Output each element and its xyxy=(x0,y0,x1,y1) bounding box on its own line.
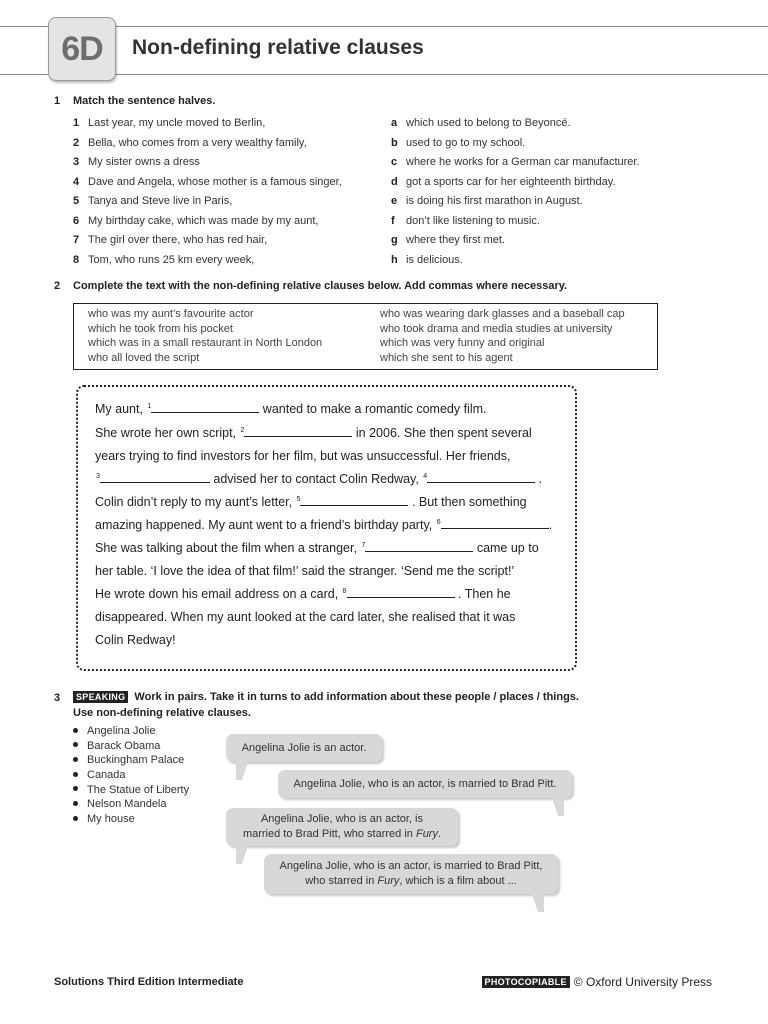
speech-bubble-1-tail xyxy=(236,762,248,780)
phrase-item: who was wearing dark glasses and a baseball cap xyxy=(380,308,625,320)
story-line: Colin Redway! xyxy=(95,633,176,647)
answer-blank-2[interactable] xyxy=(244,427,352,437)
match-right-item: b used to go to my school. xyxy=(391,136,526,149)
match-left-item: 5 Tanya and Steve live in Paris, xyxy=(73,195,233,207)
bullet-icon xyxy=(73,728,78,733)
match-right-item: a which used to belong to Beyoncé. xyxy=(391,117,571,129)
bullet-icon xyxy=(73,772,78,777)
exercise-3-instruction: SPEAKING Work in pairs. Take it in turns to add information about these people / places / things. xyxy=(73,691,579,703)
speech-bubble-3: Angelina Jolie, who is an actor, is married to Brad Pitt, who starred in Fury. xyxy=(226,808,458,846)
exercise-2-number: 2 xyxy=(54,280,61,292)
phrase-item: who took drama and media studies at university xyxy=(380,322,613,335)
story-line: her table. ‘I love the idea of that film!’ said the stranger. ‘Send me the script!’ xyxy=(95,564,515,578)
list-item: Angelina Jolie xyxy=(73,724,189,739)
match-right-item: d got a sports car for her eighteenth birthday. xyxy=(391,175,616,188)
story-line: $^3$ advised her to contact Colin Redway, $^4$ . xyxy=(96,472,543,486)
exercise-1-instruction: Match the sentence halves. xyxy=(73,95,216,107)
phrase-item: which was in a small restaurant in North London xyxy=(88,337,323,350)
bullet-icon xyxy=(73,786,78,791)
phrase-column-right xyxy=(380,307,625,365)
list-item: My house xyxy=(73,812,189,827)
match-right-item: f don’t like listening to music. xyxy=(391,214,540,227)
phrase-item: which she sent to his agent xyxy=(380,351,513,364)
speaking-badge: SPEAKING xyxy=(73,691,128,703)
list-item: Canada xyxy=(73,768,189,783)
match-left-item: 2 Bella, who comes from a very wealthy family, xyxy=(73,136,307,149)
exercise-3-instruction-line2: Use non-defining relative clauses. xyxy=(73,707,251,719)
bullet-icon xyxy=(73,757,78,762)
exercise-1-number: 1 xyxy=(54,95,61,107)
exercise-2-instruction: Complete the text with the non-defining relative clauses below. Add commas where necessary. xyxy=(73,280,568,292)
list-item: Barack Obama xyxy=(73,739,189,754)
phrase-item: which was very funny and original xyxy=(380,337,545,350)
phrase-item: who was my aunt’s favourite actor xyxy=(88,308,254,320)
bullet-icon xyxy=(73,742,78,747)
speech-bubble-3-tail xyxy=(236,846,248,864)
match-left-item: 1 Last year, my uncle moved to Berlin, xyxy=(73,117,266,129)
match-right-item: e is doing his first marathon in August. xyxy=(391,195,583,207)
match-right-item: g where they first met. xyxy=(391,234,506,246)
list-item: The Statue of Liberty xyxy=(73,783,189,798)
page-title: Non-defining relative clauses xyxy=(132,36,424,59)
topic-list xyxy=(73,724,189,827)
story-line: She wrote her own script, $^2$ in 2006. She then spent several xyxy=(95,426,532,440)
match-left-item: 7 The girl over there, who has red hair, xyxy=(73,234,268,246)
speech-bubble-4: Angelina Jolie, who is an actor, is married to Brad Pitt, who starred in Fury, which is a film about ... xyxy=(264,854,558,894)
phrase-item: which he took from his pocket xyxy=(88,322,233,335)
answer-blank-7[interactable] xyxy=(365,542,473,552)
answer-blank-8[interactable] xyxy=(347,588,455,598)
match-left-item: 3 My sister owns a dress xyxy=(73,156,200,168)
story-line: Colin didn’t reply to my aunt’s letter, $^5$ . But then something xyxy=(95,495,527,509)
answer-blank-1[interactable] xyxy=(151,403,259,413)
match-left-item: 8 Tom, who runs 25 km every week, xyxy=(73,253,255,266)
bullet-icon xyxy=(73,801,78,806)
story-line: She was talking about the film when a stranger, $^7$ came up to xyxy=(95,541,539,555)
answer-blank-5[interactable] xyxy=(300,496,408,506)
speech-bubble-2-tail xyxy=(552,798,564,816)
story-line: My aunt, $^1$ wanted to make a romantic comedy film. xyxy=(95,402,487,416)
photocopiable-badge: PHOTOCOPIABLE xyxy=(482,976,570,988)
speech-bubble-1: Angelina Jolie is an actor. xyxy=(226,734,382,762)
unit-code-badge: 6D xyxy=(48,17,116,81)
answer-blank-6[interactable] xyxy=(441,519,549,529)
story-line: He wrote down his email address on a card, $^8$ . Then he xyxy=(95,587,511,601)
match-left-item: 4 Dave and Angela, whose mother is a famous singer, xyxy=(73,175,342,188)
bullet-icon xyxy=(73,816,78,821)
match-right-item: h is delicious. xyxy=(391,253,463,266)
answer-blank-3[interactable] xyxy=(100,473,210,483)
phrase-box xyxy=(73,303,658,370)
story-line: years trying to find investors for her film, but was unsuccessful. Her friends, xyxy=(95,449,511,463)
speech-bubble-4-tail xyxy=(532,894,544,912)
answer-blank-4[interactable] xyxy=(427,473,535,483)
phrase-item: who all loved the script xyxy=(88,351,200,364)
story-line: disappeared. When my aunt looked at the card later, she realised that it was xyxy=(95,610,516,624)
story-line: amazing happened. My aunt went to a friend’s birthday party, $^6$ . xyxy=(95,518,553,532)
list-item: Buckingham Palace xyxy=(73,753,189,768)
footer-book-title: Solutions Third Edition Intermediate xyxy=(54,976,244,988)
phrase-column-left xyxy=(88,307,322,365)
match-right-item: c where he works for a German car manufacturer. xyxy=(391,156,640,168)
match-left-column xyxy=(73,114,342,270)
exercise-3-number: 3 xyxy=(54,692,61,704)
match-right-column xyxy=(391,114,640,270)
match-left-item: 6 My birthday cake, which was made by my aunt, xyxy=(73,214,319,227)
list-item: Nelson Mandela xyxy=(73,797,189,812)
speech-bubble-2: Angelina Jolie, who is an actor, is married to Brad Pitt. xyxy=(278,770,572,798)
footer-copyright: PHOTOCOPIABLE © Oxford University Press xyxy=(482,975,712,989)
